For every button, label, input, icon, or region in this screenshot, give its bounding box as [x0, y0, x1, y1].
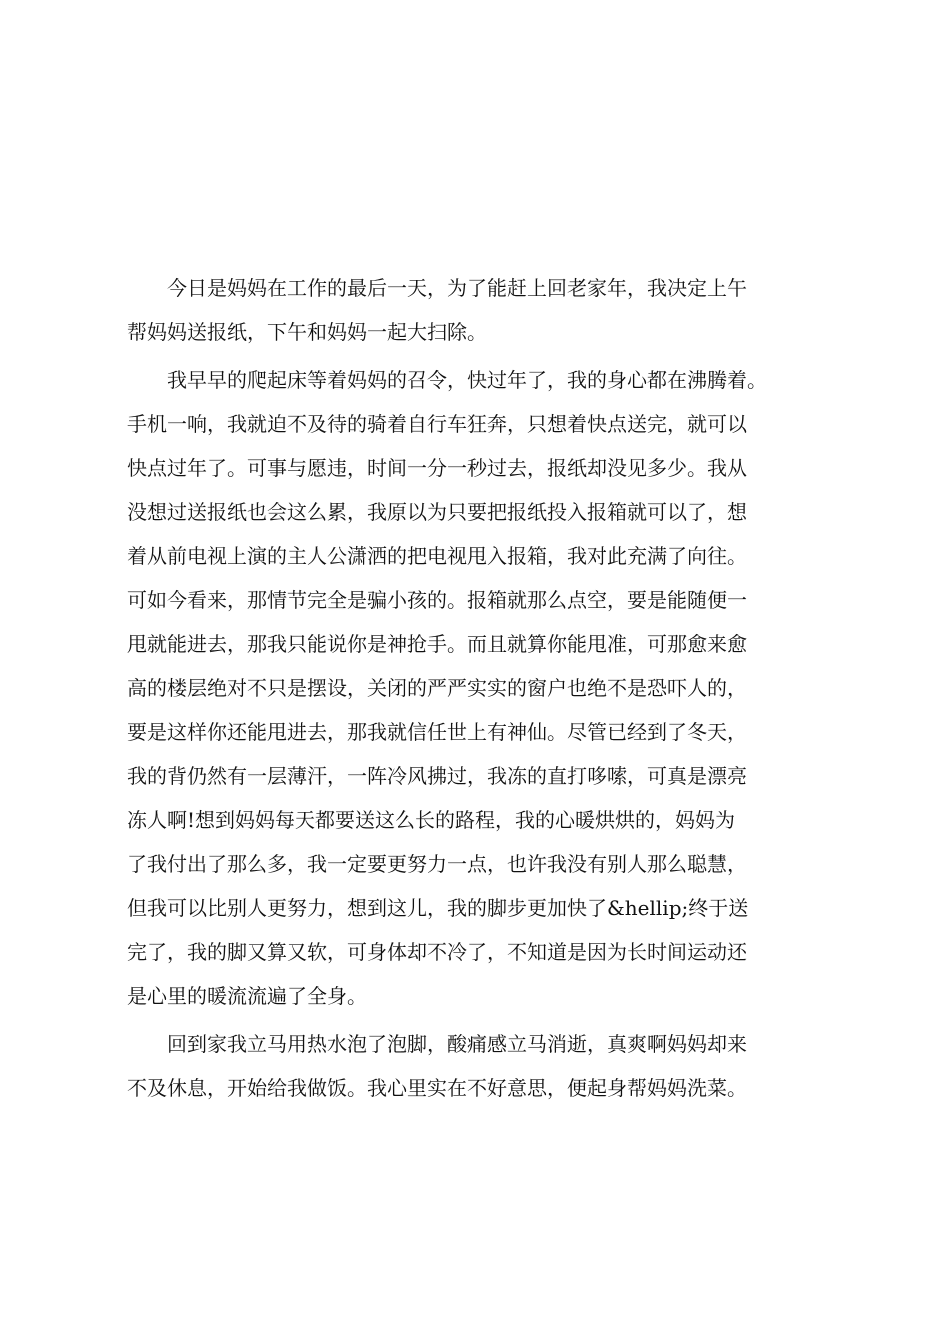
paragraph-1 — [127, 266, 827, 354]
text-line: 甩就能进去，那我只能说你是神抢手。而且就算你能甩准，可那愈来愈 — [127, 632, 747, 656]
paragraph-3 — [127, 1022, 827, 1110]
text-line: 我早早的爬起床等着妈妈的召令，快过年了，我的身心都在沸腾着。 — [127, 368, 767, 392]
text-line: 但我可以比别人更努力，想到这儿，我的脚步更加快了&hellip;终于送 — [127, 896, 749, 920]
text-line: 要是这样你还能甩进去，那我就信任世上有神仙。尽管已经到了冬天， — [127, 720, 747, 744]
text-line: 手机一响，我就迫不及待的骑着自行车狂奔，只想着快点送完，就可以 — [127, 412, 747, 436]
text-line: 着从前电视上演的主人公潇洒的把电视甩入报箱，我对此充满了向往。 — [127, 544, 747, 568]
text-line: 快点过年了。可事与愿违，时间一分一秒过去，报纸却没见多少。我从 — [127, 456, 747, 480]
text-line: 今日是妈妈在工作的最后一天，为了能赶上回老家年，我决定上午 — [127, 276, 747, 300]
text-line: 完了，我的脚又算又软，可身体却不冷了，不知道是因为长时间运动还 — [127, 940, 747, 964]
paragraph-2 — [127, 358, 827, 1018]
text-line: 回到家我立马用热水泡了泡脚，酸痛感立马消逝，真爽啊妈妈却来 — [127, 1032, 747, 1056]
text-line: 没想过送报纸也会这么累，我原以为只要把报纸投入报箱就可以了，想 — [127, 500, 747, 524]
text-line: 冻人啊!想到妈妈每天都要送这么长的路程，我的心暖烘烘的，妈妈为 — [127, 808, 736, 832]
text-line: 帮妈妈送报纸，下午和妈妈一起大扫除。 — [127, 320, 487, 344]
document-body — [127, 266, 827, 1114]
text-line: 了我付出了那么多，我一定要更努力一点，也许我没有别人那么聪慧， — [127, 852, 747, 876]
text-line: 高的楼层绝对不只是摆设，关闭的严严实实的窗户也绝不是恐吓人的， — [127, 676, 747, 700]
text-line: 不及休息，开始给我做饭。我心里实在不好意思，便起身帮妈妈洗菜。 — [127, 1076, 747, 1100]
text-line: 我的背仍然有一层薄汗，一阵冷风拂过，我冻的直打哆嗦，可真是漂亮 — [127, 764, 747, 788]
text-line: 是心里的暖流流遍了全身。 — [127, 984, 367, 1008]
text-line: 可如今看来，那情节完全是骗小孩的。报箱就那么点空，要是能随便一 — [127, 588, 747, 612]
